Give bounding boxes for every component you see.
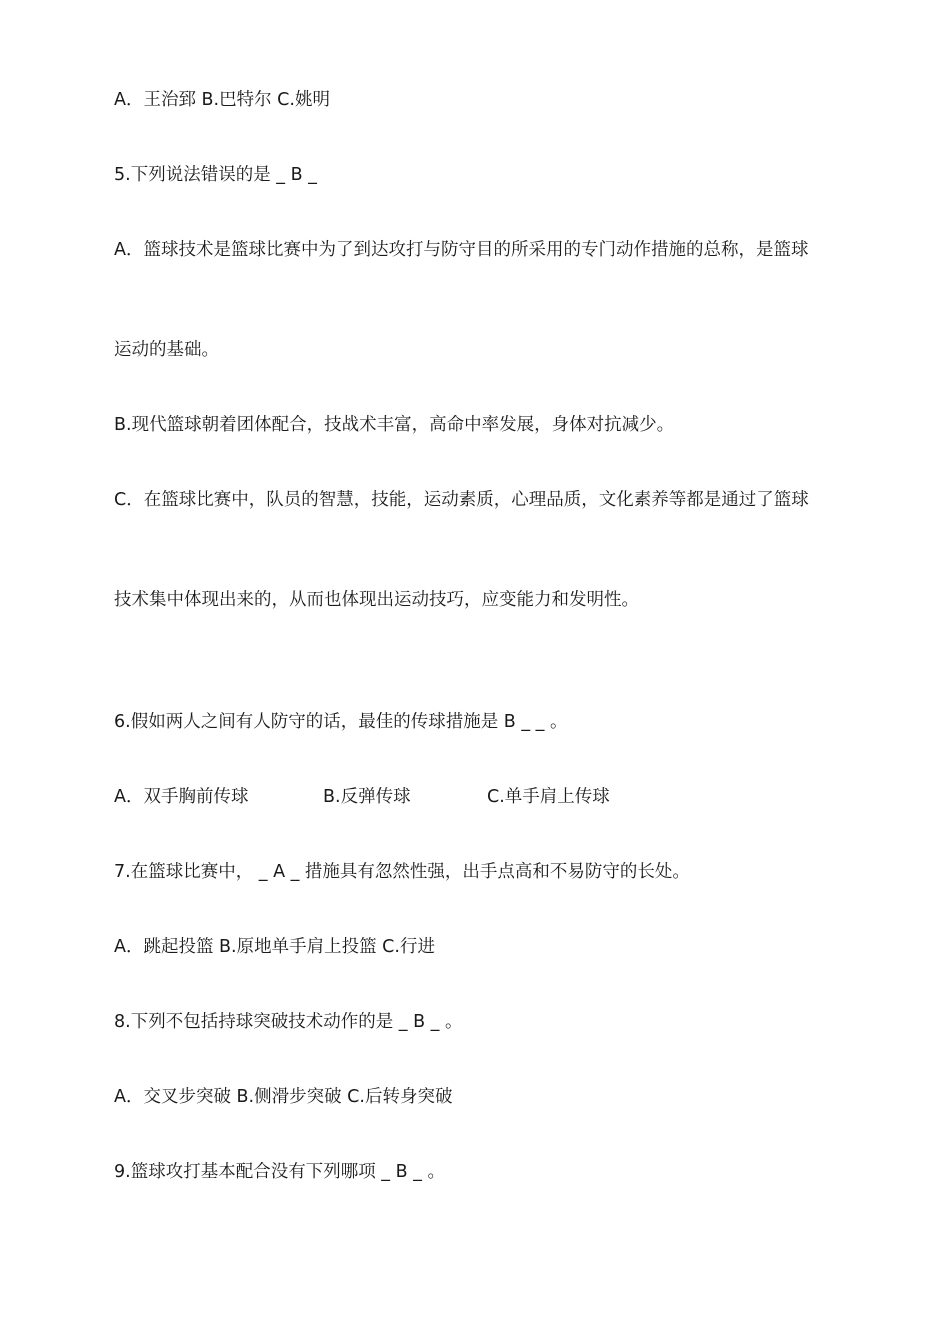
q8-question: 8.下列不包括持球突破技术动作的是 _ B _ 。 bbox=[114, 1012, 463, 1032]
q5-option-a-line2: 运动的基础。 bbox=[114, 340, 219, 360]
q9-question: 9.篮球攻打基本配合没有下列哪项 _ B _ 。 bbox=[114, 1162, 445, 1182]
q5-option-c-line2: 技术集中体现出来的，从而也体现出运动技巧，应变能力和发明性。 bbox=[114, 590, 639, 610]
q5-option-b: B.现代篮球朝着团体配合，技战术丰富，高命中率发展，身体对抗减少。 bbox=[114, 415, 675, 435]
q6-option-c: C.单手肩上传球 bbox=[487, 787, 610, 807]
q4-options: A．王治郅 B.巴特尔 C.姚明 bbox=[114, 90, 330, 110]
q6-options bbox=[114, 786, 610, 808]
q7-options: A．跳起投篮 B.原地单手肩上投篮 C.行进 bbox=[114, 937, 435, 957]
q5-question: 5.下列说法错误的是 _ B _ bbox=[114, 165, 317, 185]
q7-question: 7.在篮球比赛中， _ A _ 措施具有忽然性强，出手点高和不易防守的长处。 bbox=[114, 862, 690, 882]
q5-option-a-line1: A．篮球技术是篮球比赛中为了到达攻打与防守目的所采用的专门动作措施的总称，是篮球 bbox=[114, 240, 809, 260]
q6-option-a: A．双手胸前传球 bbox=[114, 787, 249, 807]
q6-question: 6.假如两人之间有人防守的话，最佳的传球措施是 B _ _ 。 bbox=[114, 712, 568, 732]
q6-option-b: B.反弹传球 bbox=[323, 787, 411, 807]
q5-option-c-line1: C．在篮球比赛中，队员的智慧，技能，运动素质，心理品质，文化素养等都是通过了篮球 bbox=[114, 490, 809, 510]
q8-options: A．交叉步突破 B.侧滑步突破 C.后转身突破 bbox=[114, 1087, 453, 1107]
